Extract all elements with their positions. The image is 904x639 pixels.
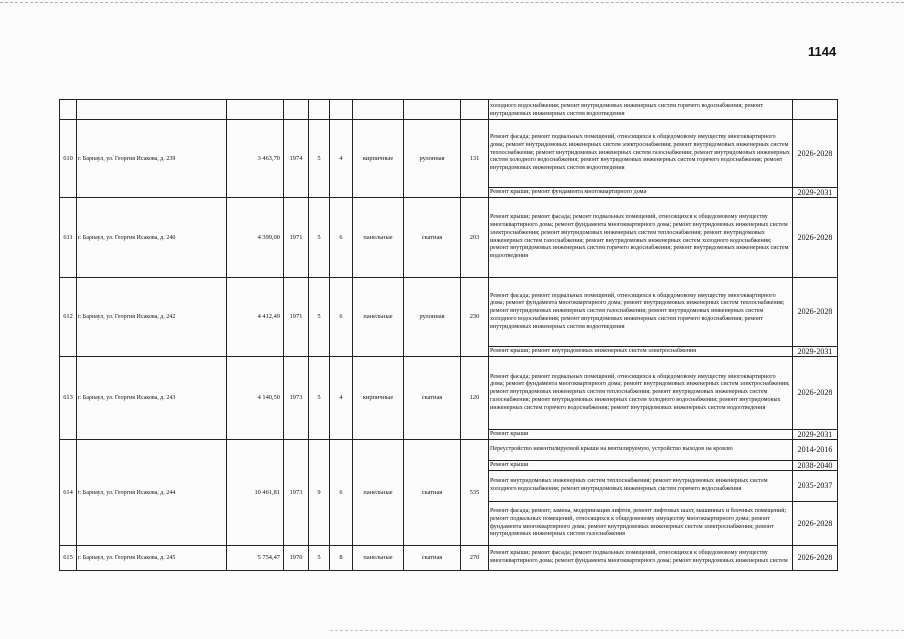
area-cell: 5 754,47 <box>227 546 284 571</box>
wall-material-cell: панельные <box>353 278 404 357</box>
period-cell: 2035-2037 <box>793 471 838 502</box>
period-cell: 2026-2028 <box>793 502 838 546</box>
year-cell: 1970 <box>284 546 309 571</box>
row-number: 612 <box>60 278 77 357</box>
year-cell: 1973 <box>284 440 309 546</box>
year-cell: 1971 <box>284 198 309 278</box>
roof-type-cell: скатная <box>404 440 461 546</box>
table-row <box>60 546 838 571</box>
work-description: Ремонт фасада; ремонт подвальных помещений, относящихся к общедомовому имуществу многоквартирного дома; ремонт внутридомовых инженерных систем электроснабжения; ремонт внутридомовых инженерных систем теплоснабжения; ремонт внутридомовых инженерных систем газоснабжения; ремонт внутридомовых инженерных систем холодного водоснабжения; ремонт внутридомовых инженерных систем горячего водоснабжения; ремонт внутридомовых инженерных систем водоотведения <box>489 120 793 188</box>
cell-empty <box>353 100 404 120</box>
period-cell: 2029-2031 <box>793 188 838 198</box>
page-number: 1144 <box>808 44 837 59</box>
work-description: Ремонт крыши; ремонт фасада; ремонт подвальных помещений, относящихся к общедомовому имуществу многоквартирного дома; ремонт фундамента многоквартирного дома; ремонт внутридомовых инженерных систем электроснабжения; ремонт внутридомовых инженерных систем теплоснабжения; ремонт внутридомовых инженерных систем газоснабжения; ремонт внутридомовых инженерных систем холодного водоснабжения; ремонт внутридомовых инженерных систем горячего водоснабжения; ремонт внутридомовых инженерных систем водоотведения <box>489 198 793 278</box>
residents-cell: 270 <box>461 546 489 571</box>
table-body <box>60 100 838 571</box>
area-cell: 4 140,50 <box>227 357 284 440</box>
cell-empty <box>60 100 77 120</box>
row-number: 613 <box>60 357 77 440</box>
period-cell: 2038-2040 <box>793 461 838 471</box>
entrances-cell: 8 <box>330 546 353 571</box>
area-cell: 3 463,70 <box>227 120 284 198</box>
period-cell: 2026-2028 <box>793 546 838 571</box>
wall-material-cell: панельные <box>353 198 404 278</box>
floors-cell: 5 <box>309 546 330 571</box>
residents-cell: 131 <box>461 120 489 198</box>
period-cell: 2026-2028 <box>793 120 838 188</box>
table-row-continuation <box>60 100 838 120</box>
work-description: Ремонт крыши; ремонт фасада; ремонт подвальных помещений, относящихся к общедомовому имуществу многоквартирного дома; ремонт фундамента многоквартирного дома; ремонт внутридомовых инженерных систем <box>489 546 793 571</box>
row-number: 615 <box>60 546 77 571</box>
row-number: 611 <box>60 198 77 278</box>
table-row <box>60 120 838 188</box>
period-cell: 2029-2031 <box>793 430 838 440</box>
scan-bottom-edge <box>330 630 904 633</box>
cell-empty <box>461 100 489 120</box>
entrances-cell: 6 <box>330 440 353 546</box>
roof-type-cell: рулонная <box>404 120 461 198</box>
residents-cell: 120 <box>461 357 489 440</box>
work-description: Ремонт крыши <box>489 461 793 471</box>
wall-material-cell: панельные <box>353 546 404 571</box>
work-description: Ремонт внутридомовых инженерных систем теплоснабжения; ремонт внутридомовых инженерных систем холодного водоснабжения; ремонт внутридомовых инженерных систем горячего водоснабжения <box>489 471 793 502</box>
work-description: Ремонт крыши; ремонт фундамента многоквартирного дома <box>489 188 793 198</box>
floors-cell: 5 <box>309 278 330 357</box>
address-cell: г. Барнаул, ул. Георгия Исакова, д. 240 <box>77 198 227 278</box>
wall-material-cell: кирпичные <box>353 357 404 440</box>
table-row <box>60 198 838 278</box>
wall-material-cell: панельные <box>353 440 404 546</box>
cell-empty <box>309 100 330 120</box>
roof-type-cell: скатная <box>404 546 461 571</box>
year-cell: 1973 <box>284 357 309 440</box>
address-cell: г. Барнаул, ул. Георгия Исакова, д. 242 <box>77 278 227 357</box>
address-cell: г. Барнаул, ул. Георгия Исакова, д. 239 <box>77 120 227 198</box>
cell-empty <box>330 100 353 120</box>
entrances-cell: 4 <box>330 357 353 440</box>
floors-cell: 5 <box>309 357 330 440</box>
floors-cell: 5 <box>309 198 330 278</box>
work-description: Ремонт крыши; ремонт внутридомовых инженерных систем электроснабжения <box>489 347 793 357</box>
address-cell: г. Барнаул, ул. Георгия Исакова, д. 243 <box>77 357 227 440</box>
work-description: Переустройство невентилируемой крыши на вентилируемую, устройство выходов на кровлю <box>489 440 793 461</box>
cell-empty <box>77 100 227 120</box>
row-number: 610 <box>60 120 77 198</box>
roof-type-cell: скатная <box>404 198 461 278</box>
scan-top-edge <box>0 2 904 5</box>
entrances-cell: 6 <box>330 198 353 278</box>
work-description: холодного водоснабжения; ремонт внутридомовых инженерных систем горячего водоснабжения; ремонт внутридомовых инженерных систем водоотведения <box>489 100 793 120</box>
work-description: Ремонт фасада; ремонт подвальных помещений, относящихся к общедомовому имуществу многоквартирного дома; ремонт фундамента многоквартирного дома; ремонт внутридомовых инженерных систем теплоснабжения; ремонт внутридомовых инженерных систем газоснабжения; ремонт внутридомовых инженерных систем холодного водоснабжения; ремонт внутридомовых инженерных систем горячего водоснабжения; ремонт внутридомовых инженерных систем водоотведения <box>489 278 793 347</box>
entrances-cell: 4 <box>330 120 353 198</box>
year-cell: 1971 <box>284 278 309 357</box>
work-description: Ремонт фасада; ремонт подвальных помещений, относящихся к общедомовому имуществу многоквартирного дома; ремонт фундамента многоквартирного дома; ремонт внутридомовых инженерных систем электроснабжения; ремонт внутридомовых инженерных систем теплоснабжения; ремонт внутридомовых инженерных систем газоснабжения; ремонт внутридомовых инженерных систем холодного водоснабжения; ремонт внутридомовых инженерных систем горячего водоснабжения; ремонт внутридомовых инженерных систем водоотведения <box>489 357 793 430</box>
floors-cell: 9 <box>309 440 330 546</box>
address-cell: г. Барнаул, ул. Георгия Исакова, д. 245 <box>77 546 227 571</box>
area-cell: 4 399,00 <box>227 198 284 278</box>
cell-empty <box>227 100 284 120</box>
table-row <box>60 278 838 347</box>
floors-cell: 5 <box>309 120 330 198</box>
address-cell: г. Барнаул, ул. Георгия Исакова, д. 244 <box>77 440 227 546</box>
cell-empty <box>284 100 309 120</box>
residents-cell: 230 <box>461 278 489 357</box>
area-cell: 10 461,81 <box>227 440 284 546</box>
period-cell: 2026-2028 <box>793 198 838 278</box>
housing-repair-table <box>59 99 838 571</box>
table-row <box>60 357 838 430</box>
wall-material-cell: кирпичные <box>353 120 404 198</box>
cell-empty <box>404 100 461 120</box>
cell-empty <box>793 100 838 120</box>
roof-type-cell: скатная <box>404 357 461 440</box>
year-cell: 1974 <box>284 120 309 198</box>
work-description: Ремонт крыши <box>489 430 793 440</box>
period-cell: 2029-2031 <box>793 347 838 357</box>
period-cell: 2026-2028 <box>793 278 838 347</box>
period-cell: 2026-2028 <box>793 357 838 430</box>
residents-cell: 203 <box>461 198 489 278</box>
residents-cell: 535 <box>461 440 489 546</box>
row-number: 614 <box>60 440 77 546</box>
area-cell: 4 412,49 <box>227 278 284 357</box>
work-description: Ремонт фасада; ремонт, замена, модернизация лифтов, ремонт лифтовых шахт, машинных и блочных помещений; ремонт подвальных помещений, относящихся к общедомовому имуществу многоквартирного дома; ремонт фундамента многоквартирного дома; ремонт внутридомовых инженерных систем электроснабжения; ремонт внутридомовых инженерных систем газоснабжения <box>489 502 793 546</box>
table-row <box>60 440 838 461</box>
period-cell: 2014-2016 <box>793 440 838 461</box>
roof-type-cell: рулонная <box>404 278 461 357</box>
entrances-cell: 6 <box>330 278 353 357</box>
